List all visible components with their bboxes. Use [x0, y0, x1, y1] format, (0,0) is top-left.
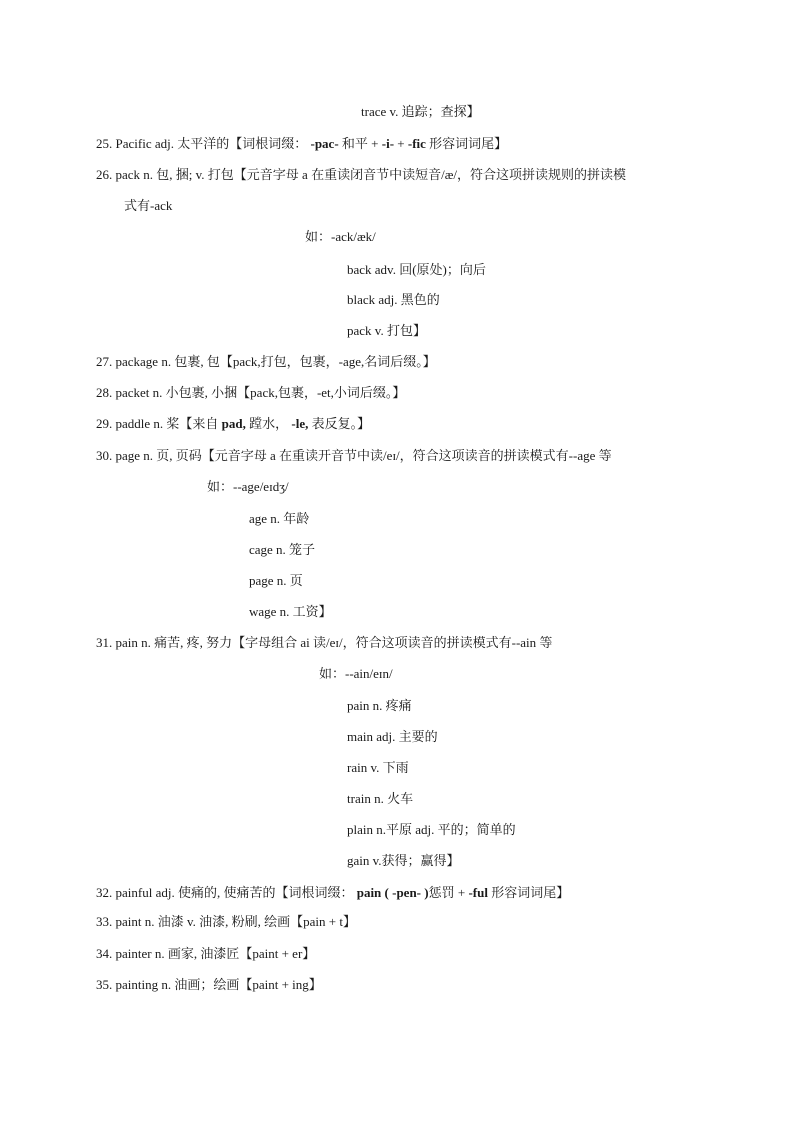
entry-31-pain: 31. pain n. 痛苦, 疼, 努力【字母组合 ai 读/eɪ/，符合这项读音的拼读模式有--ain 等	[96, 635, 553, 650]
example-train: train n. 火车	[347, 791, 414, 806]
example-gain: gain v.获得；赢得】	[347, 853, 460, 868]
entry-35-painting: 35. painting n. 油画；绘画【paint + ing】	[96, 977, 322, 992]
example-wage: wage n. 工资】	[249, 604, 332, 619]
entry-34-painter: 34. painter n. 画家, 油漆匠【paint + er】	[96, 946, 316, 961]
entry-25-pacific: 25. Pacific adj. 太平洋的【词根词缀： -pac- 和平 + -i- + -fic 形容词词尾】	[96, 136, 508, 151]
entry-32-painful: 32. painful adj. 使痛的, 使痛苦的【词根词缀： pain ( -pen- )惩罚 + -ful 形容词词尾】	[96, 885, 570, 900]
entry-28-packet: 28. packet n. 小包裹, 小捆【pack,包裹，-et,小词后缀。】	[96, 385, 406, 400]
example-rain: rain v. 下雨	[347, 760, 409, 775]
entry-26-continued: 式有-ack	[124, 198, 173, 213]
example-plain: plain n.平原 adj. 平的；简单的	[347, 822, 516, 837]
example-page: page n. 页	[249, 573, 303, 588]
entry-29-paddle: 29. paddle n. 桨【来自 pad, 蹚水， -le, 表反复。】	[96, 416, 371, 431]
entry-30-page: 30. page n. 页, 页码【元音字母 a 在重读开音节中读/eɪ/，符合这项读音的拼读模式有--age 等	[96, 448, 612, 463]
example-black: black adj. 黑色的	[347, 292, 440, 307]
example-age: age n. 年龄	[249, 511, 310, 526]
example-pain: pain n. 疼痛	[347, 698, 412, 713]
example-cage: cage n. 笼子	[249, 542, 316, 557]
entry-33-paint: 33. paint n. 油漆 v. 油漆, 粉刷, 绘画【pain + t】	[96, 914, 356, 929]
entry-27-package: 27. package n. 包裹, 包【pack,打包，包裹，-age,名词后缀。】	[96, 354, 436, 369]
example-back: back adv. 回(原处)；向后	[347, 262, 486, 277]
line-trace: trace v. 追踪；查探】	[361, 104, 480, 119]
example-header-age: 如：--age/eɪdʒ/	[207, 479, 289, 494]
example-header-ack: 如：-ack/æk/	[305, 229, 376, 244]
example-header-ain: 如：--ain/eɪn/	[319, 666, 393, 681]
entry-26-pack: 26. pack n. 包, 捆; v. 打包【元音字母 a 在重读闭音节中读短音/æ/，符合这项拼读规则的拼读模	[96, 167, 626, 182]
example-pack: pack v. 打包】	[347, 323, 426, 338]
example-main: main adj. 主要的	[347, 729, 438, 744]
